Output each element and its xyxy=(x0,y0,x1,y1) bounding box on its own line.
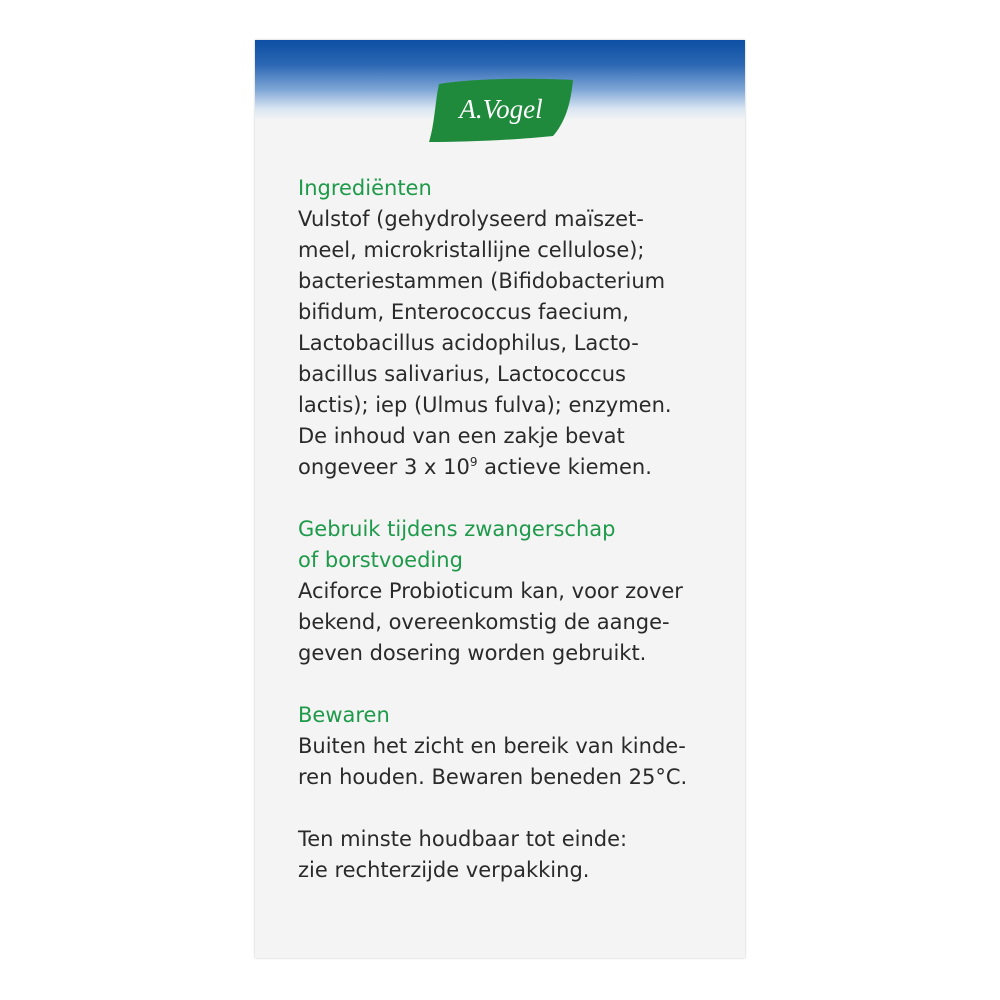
ingredients-line: lactis); iep (Ulmus fulva); enzymen. xyxy=(298,393,672,417)
ingredients-line: Lactobacillus acidophilus, Lacto- xyxy=(298,331,639,355)
germ-count-suffix: actieve kiemen. xyxy=(477,455,652,479)
logo-leaf-icon xyxy=(425,76,575,142)
storage-section xyxy=(298,700,738,793)
shelf-life-section xyxy=(298,824,738,886)
storage-line: Buiten het zicht en bereik van kinde- xyxy=(298,734,686,758)
storage-heading: Bewaren xyxy=(298,703,390,727)
brand-logo xyxy=(425,76,575,142)
pregnancy-heading: of borstvoeding xyxy=(298,548,463,572)
pregnancy-heading: Gebruik tijdens zwangerschap xyxy=(298,517,616,541)
ingredients-heading: Ingrediënten xyxy=(298,176,432,200)
shelf-life-line: Ten minste houdbaar tot einde: xyxy=(298,827,628,851)
shelf-life-line: zie rechterzijde verpakking. xyxy=(298,858,590,882)
ingredients-section xyxy=(298,173,738,483)
pregnancy-line: Aciforce Probioticum kan, voor zover xyxy=(298,579,683,603)
ingredients-line: meel, microkristallijne cellulose); xyxy=(298,238,645,262)
germ-count-exponent: 9 xyxy=(469,455,478,469)
package-panel xyxy=(255,40,745,958)
label-content xyxy=(298,173,738,886)
germ-count-text: ongeveer 3 x 10 xyxy=(298,455,470,479)
ingredients-line: bacillus salivarius, Lactococcus xyxy=(298,362,626,386)
storage-line: ren houden. Bewaren beneden 25°C. xyxy=(298,765,688,789)
ingredients-line: bacteriestammen (Bifidobacterium xyxy=(298,269,666,293)
pregnancy-line: bekend, overeenkomstig de aange- xyxy=(298,610,670,634)
ingredients-line: bifidum, Enterococcus faecium, xyxy=(298,300,630,324)
ingredients-line: De inhoud van een zakje bevat xyxy=(298,424,625,448)
ingredients-line: Vulstof (gehydrolyseerd maïszet- xyxy=(298,207,644,231)
pregnancy-line: geven dosering worden gebruikt. xyxy=(298,641,647,665)
logo-text: A.Vogel xyxy=(459,94,543,124)
pregnancy-section xyxy=(298,514,738,669)
ingredients-germ-count-line xyxy=(298,452,738,483)
